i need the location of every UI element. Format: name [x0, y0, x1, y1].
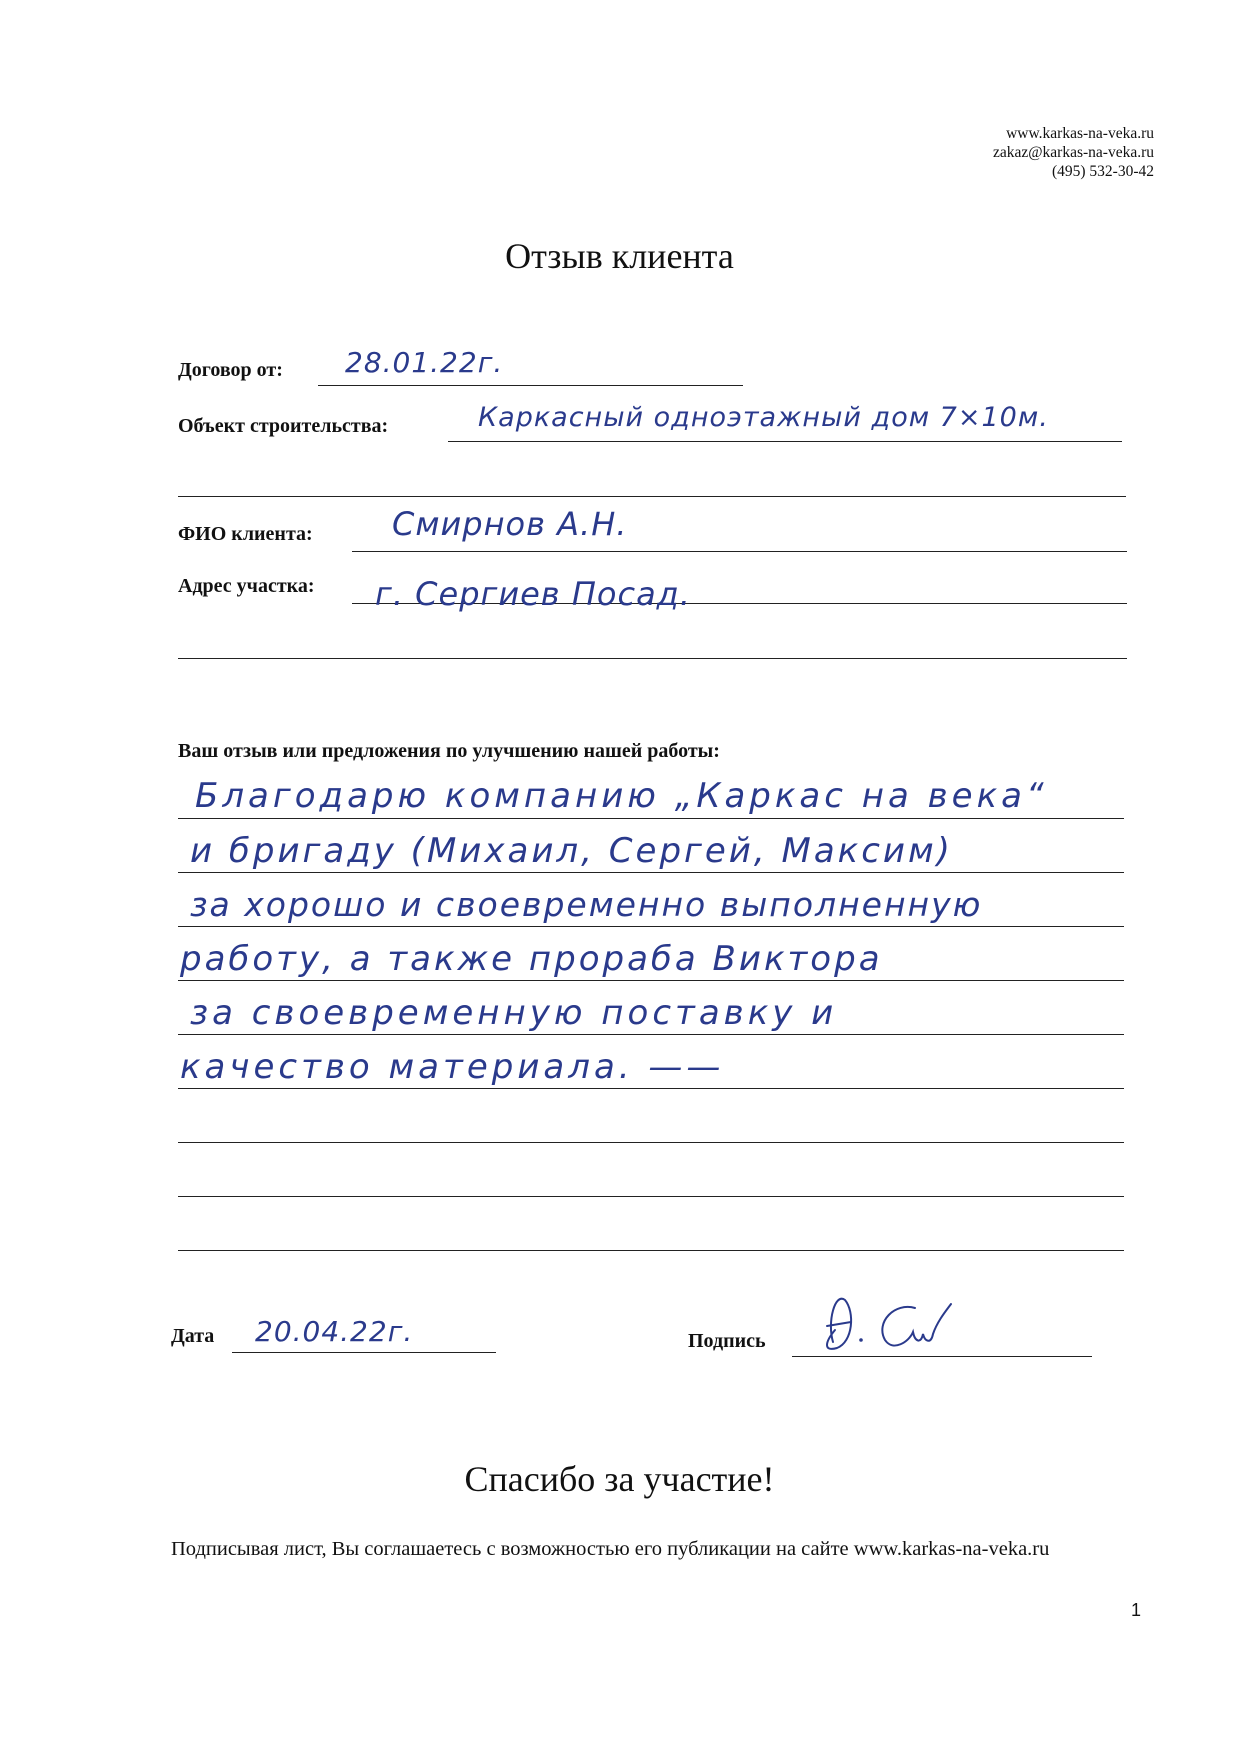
- signature-image: [805, 1282, 965, 1362]
- feedback-line: [178, 980, 1124, 981]
- signature-label: Подпись: [688, 1330, 766, 1352]
- feedback-text-line[interactable]: и бригаду (Михаил, Сергей, Максим): [190, 831, 953, 871]
- feedback-text-line[interactable]: работу, а также прораба Виктора: [180, 939, 883, 979]
- consent-text: Подписывая лист, Вы соглашаетесь с возможностью его публикации на сайте www.karkas-na-veka.ru: [171, 1538, 1050, 1560]
- object-label: Объект строительства:: [178, 415, 389, 437]
- phone-text: (495) 532-30-42: [1051, 163, 1154, 180]
- client-label: ФИО клиента:: [178, 523, 313, 545]
- email-text: zakaz@karkas-na-veka.ru: [993, 144, 1154, 161]
- feedback-line: [178, 1196, 1124, 1197]
- address-value[interactable]: г. Сергиев Посад.: [375, 575, 691, 613]
- feedback-line: [178, 1142, 1124, 1143]
- feedback-line: [178, 1088, 1124, 1089]
- contact-info: [993, 124, 1154, 181]
- date-label: Дата: [171, 1325, 215, 1347]
- feedback-label: Ваш отзыв или предложения по улучшению нашей работы:: [178, 740, 720, 762]
- object-line-2: [178, 496, 1126, 497]
- contract-value[interactable]: 28.01.22г.: [345, 346, 504, 379]
- address-label: Адрес участка:: [178, 575, 315, 597]
- object-line: [448, 441, 1122, 442]
- date-line: [232, 1352, 496, 1353]
- address-line-2: [178, 658, 1127, 659]
- page-number: 1: [1131, 1600, 1142, 1620]
- object-value[interactable]: Каркасный одноэтажный дом 7×10м.: [478, 402, 1049, 433]
- website-text: www.karkas-na-veka.ru: [1006, 125, 1154, 142]
- date-value[interactable]: 20.04.22г.: [255, 1315, 414, 1348]
- contract-line: [318, 385, 743, 386]
- feedback-line: [178, 872, 1124, 873]
- feedback-line: [178, 1250, 1124, 1251]
- contract-label: Договор от:: [178, 359, 283, 381]
- feedback-line: [178, 818, 1124, 819]
- feedback-line: [178, 926, 1124, 927]
- feedback-text-line[interactable]: качество материала. ——: [180, 1047, 725, 1087]
- client-value[interactable]: Смирнов А.Н.: [392, 505, 628, 543]
- feedback-text-line[interactable]: за хорошо и своевременно выполненную: [190, 885, 983, 924]
- client-line: [352, 551, 1127, 552]
- page-title: Отзыв клиента: [505, 236, 734, 276]
- thanks-heading: Спасибо за участие!: [464, 1459, 775, 1499]
- feedback-text-line[interactable]: за своевременную поставку и: [190, 993, 838, 1033]
- feedback-text-line[interactable]: Благодарю компанию „Каркас на века“: [195, 776, 1048, 816]
- feedback-line: [178, 1034, 1124, 1035]
